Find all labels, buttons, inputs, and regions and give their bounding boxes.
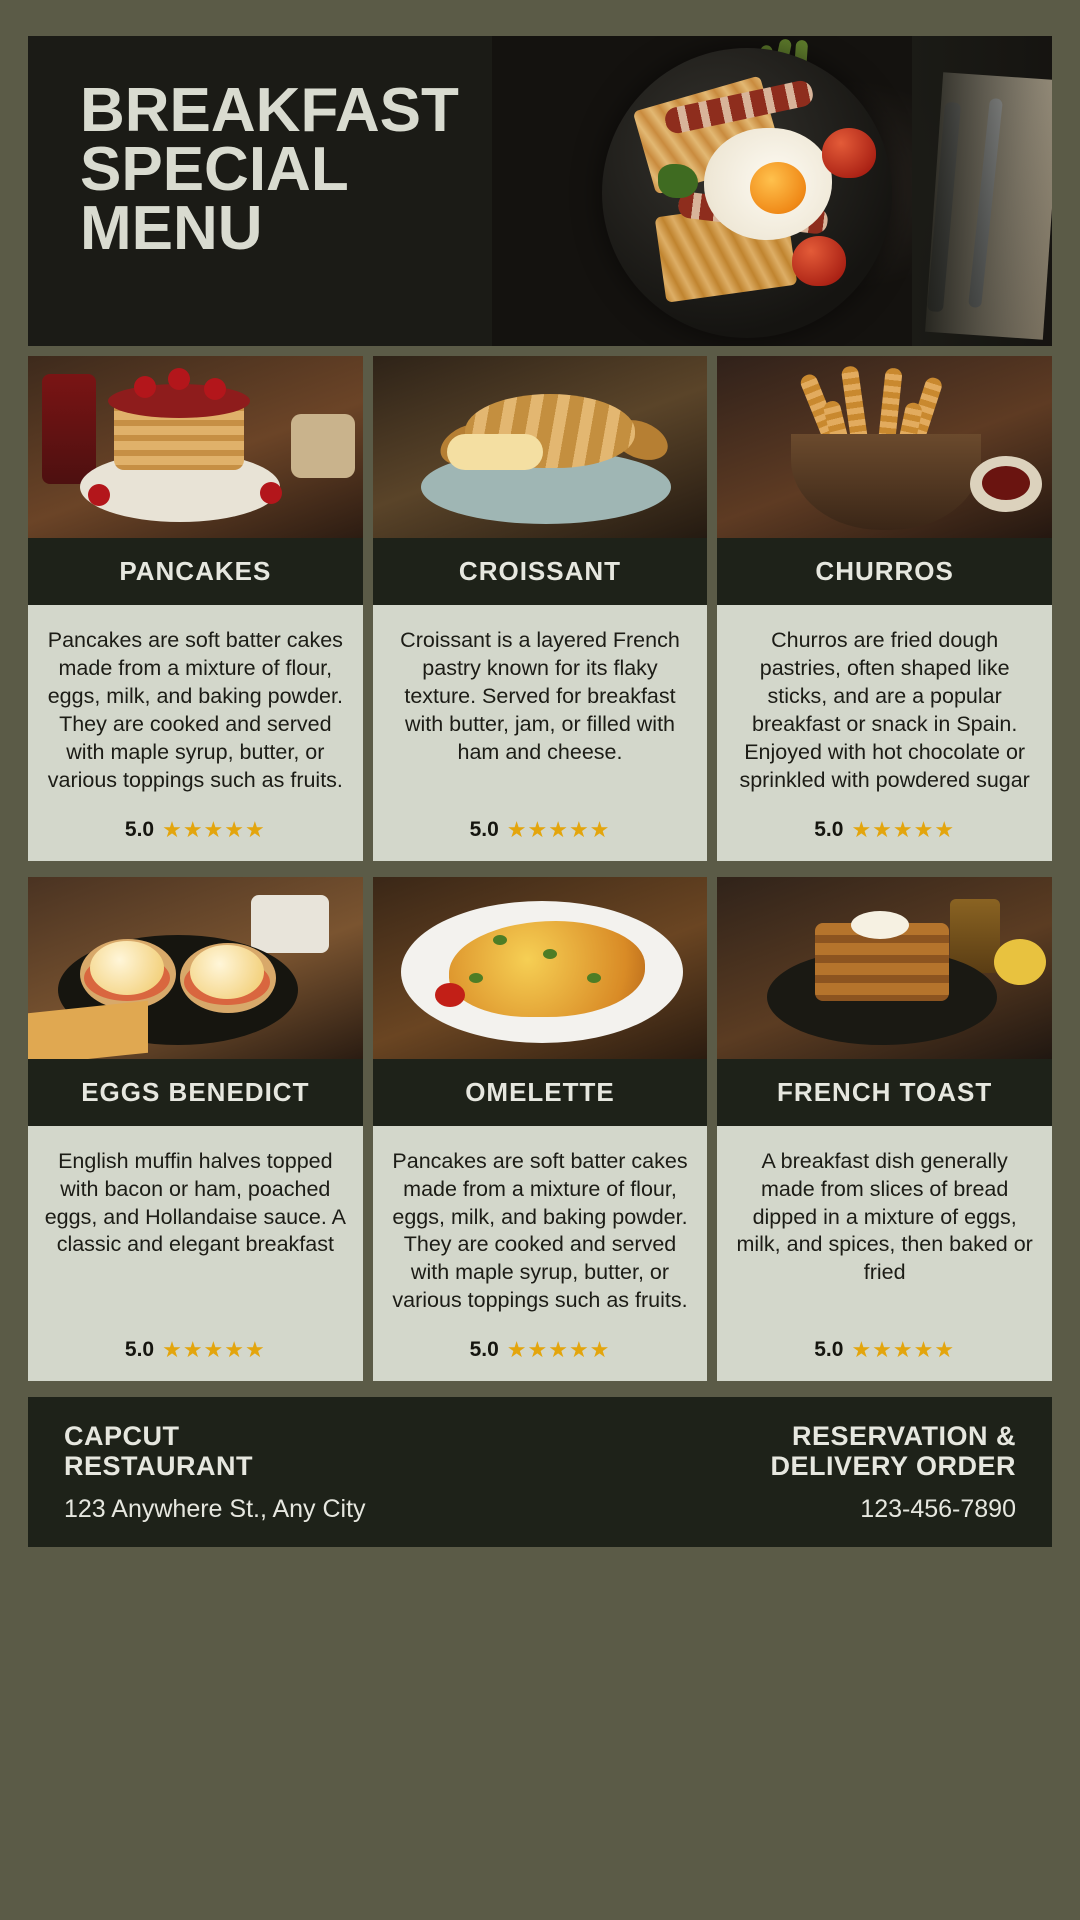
card-body xyxy=(373,605,708,861)
croissant-photo xyxy=(373,356,708,538)
breakfast-plate-photo xyxy=(492,36,1052,346)
card-body xyxy=(28,605,363,861)
poster-header xyxy=(28,36,1052,346)
rating-score: 5.0 xyxy=(814,1338,844,1362)
card-description: Churros are fried dough pastries, often shaped like sticks, and are a popular breakfast or snack in Spain. Enjoyed with hot chocolate or sprinkled with powdered sugar xyxy=(739,628,1030,792)
address-text: 123 Anywhere St., Any City xyxy=(64,1495,366,1524)
card-body xyxy=(717,1126,1052,1382)
card-title: FRENCH TOAST xyxy=(717,1059,1052,1126)
card-description: English muffin halves topped with bacon or ham, poached eggs, and Hollandaise sauce. A classic and elegant breakfast xyxy=(44,1148,346,1257)
star-icon: ★★★★★ xyxy=(851,816,956,842)
brand-line-2: RESTAURANT xyxy=(64,1451,253,1482)
title-line-1: BREAKFAST xyxy=(80,76,459,145)
rating-score: 5.0 xyxy=(469,1338,499,1362)
phone-number: 123-456-7890 xyxy=(860,1495,1016,1524)
card-title: PANCAKES xyxy=(28,538,363,605)
star-icon: ★★★★★ xyxy=(851,1337,956,1363)
rating-score: 5.0 xyxy=(124,1338,155,1362)
rating xyxy=(389,817,692,843)
star-icon: ★★★★★ xyxy=(506,816,611,842)
poster-footer xyxy=(28,1397,1052,1547)
card-description: Pancakes are soft batter cakes made from a mixture of flour, eggs, milk, and baking powder. They are cooked and served with maple syrup, butter, or various toppings such as fruits. xyxy=(47,628,343,792)
card-body xyxy=(373,1126,708,1382)
omelette-photo xyxy=(373,877,708,1059)
reservation-line-1: RESERVATION & xyxy=(791,1421,1016,1452)
card-description: Croissant is a layered French pastry known for its flaky texture. Served for breakfast with butter, jam, or filled with ham and cheese. xyxy=(400,628,680,764)
title-line-2: SPECIAL xyxy=(80,134,349,204)
menu-card-eggs-benedict xyxy=(28,877,363,1382)
card-title: CROISSANT xyxy=(373,538,708,605)
rating xyxy=(733,1337,1036,1363)
title-line-3: MENU xyxy=(80,193,263,263)
card-title: EGGS BENEDICT xyxy=(28,1059,363,1126)
card-title: OMELETTE xyxy=(373,1059,708,1126)
card-title: CHURROS xyxy=(717,538,1052,605)
menu-row-1 xyxy=(28,356,1052,861)
menu-card-french-toast xyxy=(717,877,1052,1382)
card-body xyxy=(28,1126,363,1382)
card-description: Pancakes are soft batter cakes made from a mixture of flour, eggs, milk, and baking powder. They are cooked and served with maple syrup, butter, or various toppings such as fruits. xyxy=(392,1148,688,1313)
page-title xyxy=(80,76,459,263)
menu-card-churros xyxy=(717,356,1052,861)
footer-brand-block xyxy=(64,1421,366,1523)
menu-row-2 xyxy=(28,877,1052,1382)
star-icon: ★★★★★ xyxy=(506,1337,611,1363)
pancakes-photo xyxy=(28,356,363,538)
menu-card-croissant xyxy=(373,356,708,861)
star-icon: ★★★★★ xyxy=(162,1337,266,1363)
card-body xyxy=(717,605,1052,861)
rating xyxy=(389,1337,692,1363)
menu-card-pancakes xyxy=(28,356,363,861)
rating xyxy=(44,1337,347,1363)
card-description: A breakfast dish generally made from slices of bread dipped in a mixture of eggs, milk, and spices, then baked or fried xyxy=(736,1148,1033,1285)
footer-reservation-block xyxy=(770,1421,1016,1523)
rating-score: 5.0 xyxy=(814,817,844,841)
menu-card-omelette xyxy=(373,877,708,1382)
reservation-line-2: DELIVERY ORDER xyxy=(770,1451,1016,1482)
brand-line-1: CAPCUT xyxy=(64,1421,180,1452)
french-toast-photo xyxy=(717,877,1052,1059)
churros-photo xyxy=(717,356,1052,538)
rating-score: 5.0 xyxy=(469,817,499,841)
rating xyxy=(44,817,347,843)
star-icon: ★★★★★ xyxy=(162,816,266,842)
rating xyxy=(733,817,1036,843)
rating-score: 5.0 xyxy=(124,817,155,841)
eggs-benedict-photo xyxy=(28,877,363,1059)
